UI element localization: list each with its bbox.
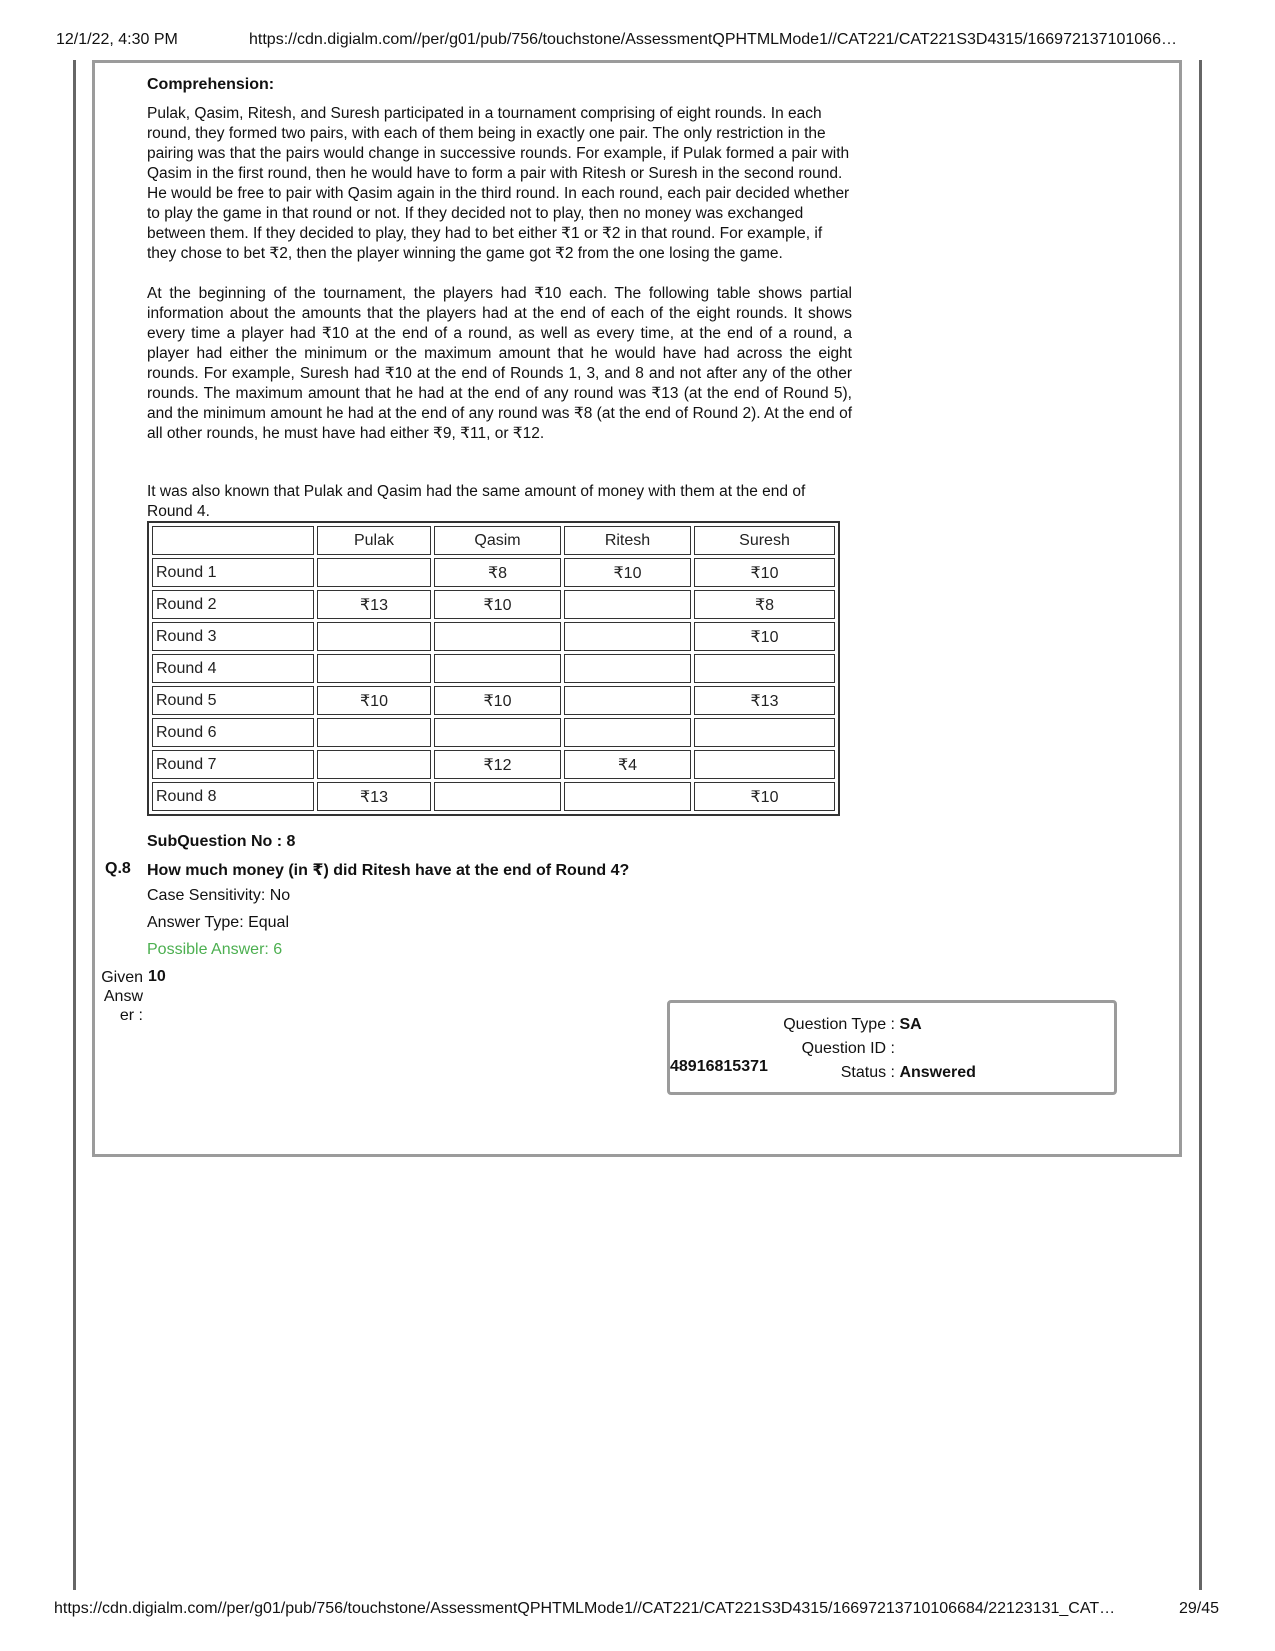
status-row	[670, 1064, 990, 1082]
table-row	[152, 558, 835, 587]
table-cell	[564, 590, 691, 619]
table-cell	[694, 750, 835, 779]
table-header-cell: Pulak	[317, 526, 431, 555]
comprehension-paragraph-2: At the beginning of the tournament, the players had ₹10 each. The following table shows partial information about the amounts that the players had at the end of each of the eight rounds. It shows every time a player had ₹10 at the end of a round, as well as every time, at the end of a round, a player had either the minimum or the maximum amount that he would have had across the eight rounds. For example, Suresh had ₹10 at the end of Rounds 1, 3, and 8 and not after any of the other rounds. The maximum amount that he had at the end of any round was ₹13 (at the end of Round 5), and the minimum amount he had at the end of any round was ₹8 (at the end of Round 2). At the end of all other rounds, he must have had either ₹9, ₹11, or ₹12.	[147, 285, 852, 442]
footer-url: https://cdn.digialm.com//per/g01/pub/756/touchstone/AssessmentQPHTMLMode1//CAT221/CAT221S3D4315/16697213710106684/22123131_CAT…	[54, 1600, 1116, 1617]
table-cell: ₹4	[564, 750, 691, 779]
table-cell	[434, 622, 561, 651]
status-label: Status :	[840, 1064, 895, 1081]
table-header-cell	[152, 526, 314, 555]
rounds-table	[147, 521, 840, 816]
left-border-line	[73, 60, 76, 1590]
table-header-cell: Suresh	[694, 526, 835, 555]
table-cell: Round 7	[152, 750, 314, 779]
status-value: Answered	[899, 1064, 976, 1081]
table-row	[152, 654, 835, 683]
header-url: https://cdn.digialm.com//per/g01/pub/756/touchstone/AssessmentQPHTMLMode1//CAT221/CAT221S3D4315/166972137101066…	[249, 31, 1177, 48]
comprehension-paragraph-3: It was also known that Pulak and Qasim had the same amount of money with them at the end of Round 4.	[147, 483, 806, 520]
table-cell: ₹10	[434, 590, 561, 619]
table-row	[152, 590, 835, 619]
question-type-label: Question Type :	[783, 1016, 895, 1033]
subquestion-number: SubQuestion No : 8	[147, 833, 296, 850]
table-cell	[434, 782, 561, 811]
table-header-cell: Ritesh	[564, 526, 691, 555]
table-cell: ₹10	[434, 686, 561, 715]
table-cell	[317, 654, 431, 683]
given-answer-label: Given Answ er :	[101, 969, 143, 1024]
table-cell: Round 8	[152, 782, 314, 811]
table-cell	[317, 622, 431, 651]
table-cell: Round 2	[152, 590, 314, 619]
question-number: Q.8	[105, 860, 131, 877]
table-cell: ₹13	[694, 686, 835, 715]
question-type-value: SA	[899, 1016, 922, 1033]
table-cell: ₹10	[694, 622, 835, 651]
table-cell: Round 4	[152, 654, 314, 683]
table-cell	[317, 558, 431, 587]
table-row	[152, 622, 835, 651]
table-row	[152, 750, 835, 779]
table-cell	[564, 654, 691, 683]
table-cell	[317, 750, 431, 779]
given-answer-value: 10	[148, 968, 166, 985]
table-cell: ₹13	[317, 590, 431, 619]
table-cell: ₹10	[564, 558, 691, 587]
table-cell	[564, 686, 691, 715]
table-cell: Round 6	[152, 718, 314, 747]
table-row	[152, 686, 835, 715]
table-cell: ₹13	[317, 782, 431, 811]
table-cell: Round 5	[152, 686, 314, 715]
table-cell: Round 1	[152, 558, 314, 587]
table-cell	[317, 718, 431, 747]
table-cell: Round 3	[152, 622, 314, 651]
answer-type: Answer Type: Equal	[147, 914, 290, 931]
table-row	[152, 782, 835, 811]
table-cell	[564, 782, 691, 811]
table-cell: ₹10	[317, 686, 431, 715]
question-type-row	[670, 1016, 990, 1034]
question-info-box	[667, 1000, 1117, 1095]
table-cell: ₹10	[694, 782, 835, 811]
table-cell	[564, 718, 691, 747]
table-cell	[434, 654, 561, 683]
table-cell	[694, 718, 835, 747]
table-cell: ₹8	[434, 558, 561, 587]
question-id-label: Question ID :	[801, 1040, 895, 1057]
question-text: How much money (in ₹) did Ritesh have at the end of Round 4?	[147, 862, 630, 879]
print-datetime: 12/1/22, 4:30 PM	[56, 31, 178, 48]
right-border-line	[1199, 60, 1202, 1590]
table-cell: ₹10	[694, 558, 835, 587]
possible-answer: Possible Answer: 6	[147, 941, 283, 958]
question-id-value: 48916815371	[670, 1058, 768, 1075]
case-sensitivity: Case Sensitivity: No	[147, 887, 291, 904]
comprehension-paragraph-1: Pulak, Qasim, Ritesh, and Suresh participated in a tournament comprising of eight rounds. In each round, they formed two pairs, with each of them being in exactly one pair. The only restriction in the pairing was that the pairs would change in successive rounds. For example, if Pulak formed a pair with Qasim in the first round, then he would have to form a pair with Ritesh or Suresh in the second round. He would be free to pair with Qasim again in the third round. In each round, each pair decided whether to play the game in that round or not. If they decided not to play, then no money was exchanged between them. If they decided to play, they had to bet either ₹1 or ₹2 in that round. For example, if they chose to bet ₹2, then the player winning the game got ₹2 from the one losing the game.	[147, 105, 850, 262]
table-cell	[694, 654, 835, 683]
comprehension-title: Comprehension:	[147, 76, 275, 93]
table-cell	[434, 718, 561, 747]
table-cell	[564, 622, 691, 651]
table-header-row	[152, 526, 835, 555]
question-card	[92, 60, 1182, 1157]
table-cell: ₹8	[694, 590, 835, 619]
table-cell: ₹12	[434, 750, 561, 779]
table-header-cell: Qasim	[434, 526, 561, 555]
table-row	[152, 718, 835, 747]
page-number: 29/45	[1179, 1600, 1220, 1617]
